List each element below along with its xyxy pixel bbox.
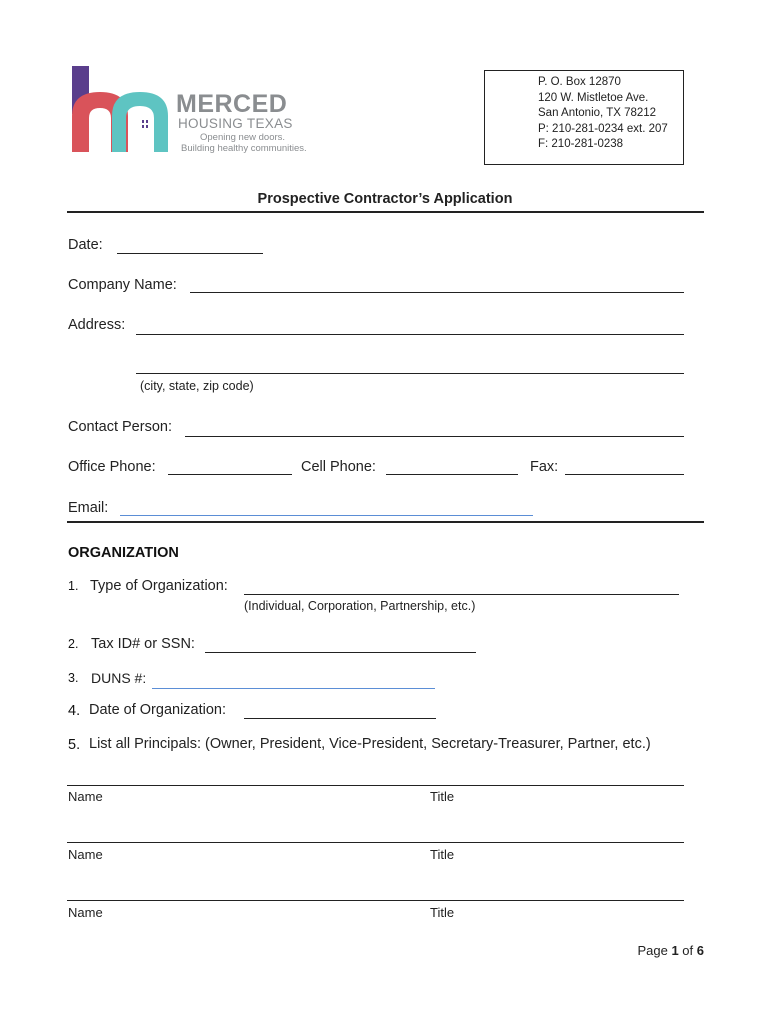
item-2-number: 2. — [68, 637, 79, 651]
type-of-organization-hint: (Individual, Corporation, Partnership, etc.) — [244, 599, 476, 613]
logo-name-line2: HOUSING TEXAS — [178, 116, 293, 131]
principal-row-1-title: Title — [430, 789, 455, 804]
organization-heading: ORGANIZATION — [68, 545, 179, 561]
duns-label: DUNS #: — [91, 670, 147, 686]
logo-tagline-line2: Building healthy communities. — [181, 143, 307, 154]
page-of: of — [678, 943, 697, 958]
principal-row-3-name: Name — [68, 905, 103, 920]
item-1-number: 1. — [68, 579, 79, 593]
type-of-organization-field[interactable] — [244, 594, 679, 595]
page-total: 6 — [696, 943, 704, 958]
address-line2: 120 W. Mistletoe Ave. — [538, 91, 649, 104]
date-of-organization-label: Date of Organization: — [89, 702, 227, 718]
address-fax: F: 210-281-0238 — [538, 138, 624, 150]
date-field[interactable] — [117, 253, 263, 254]
email-field[interactable] — [120, 515, 533, 516]
address-hint: (city, state, zip code) — [140, 379, 254, 393]
tax-id-field[interactable] — [205, 652, 476, 653]
list-principals-label: List all Principals: (Owner, President, Vice-President, Secretary-Treasurer, Partner, etc.) — [89, 736, 651, 752]
office-phone-field[interactable] — [168, 474, 292, 475]
principal-row-1-line[interactable] — [67, 785, 684, 786]
principal-row-1-name: Name — [68, 789, 103, 804]
logo-name-line1: MERCED — [176, 90, 288, 118]
section-rule — [67, 521, 704, 523]
fax-field[interactable] — [565, 474, 684, 475]
item-5-number: 5. — [68, 737, 81, 753]
office-phone-label: Office Phone: — [68, 459, 156, 475]
cell-phone-label: Cell Phone: — [301, 459, 376, 475]
address-field-line1[interactable] — [136, 334, 684, 335]
cell-phone-field[interactable] — [386, 474, 518, 475]
company-name-field[interactable] — [190, 292, 684, 293]
address-line3: San Antonio, TX 78212 — [538, 107, 657, 119]
page-prefix: Page — [637, 943, 672, 958]
fax-label: Fax: — [530, 459, 559, 475]
duns-field[interactable] — [152, 688, 435, 689]
page-current: 1 — [671, 943, 679, 958]
logo-teal-arch — [112, 92, 168, 152]
address-line1: P. O. Box 12870 — [538, 76, 621, 88]
contact-person-field[interactable] — [185, 436, 684, 437]
date-of-organization-field[interactable] — [244, 718, 436, 719]
tax-id-label: Tax ID# or SSN: — [91, 636, 195, 652]
merced-housing-logo — [68, 64, 308, 160]
principal-row-3-line[interactable] — [67, 900, 684, 901]
principal-row-2-name: Name — [68, 847, 103, 862]
form-title: Prospective Contractor’s Application — [257, 191, 513, 207]
address-label: Address: — [68, 317, 126, 333]
contact-person-label: Contact Person: — [68, 419, 172, 435]
principal-row-3-title: Title — [430, 905, 455, 920]
email-label: Email: — [68, 500, 109, 516]
principal-row-2-title: Title — [430, 847, 455, 862]
address-phone: P: 210-281-0234 ext. 207 — [538, 122, 668, 135]
item-3-number: 3. — [68, 671, 79, 685]
principal-row-2-line[interactable] — [67, 842, 684, 843]
date-label: Date: — [68, 237, 103, 253]
type-of-organization-label: Type of Organization: — [90, 578, 228, 594]
page-number — [637, 943, 704, 958]
logo-tagline-line1: Opening new doors. — [200, 132, 286, 143]
item-4-number: 4. — [68, 703, 81, 719]
address-field-line2[interactable] — [136, 373, 684, 374]
address-box — [484, 70, 684, 165]
company-name-label: Company Name: — [68, 277, 177, 293]
title-rule — [67, 211, 704, 213]
